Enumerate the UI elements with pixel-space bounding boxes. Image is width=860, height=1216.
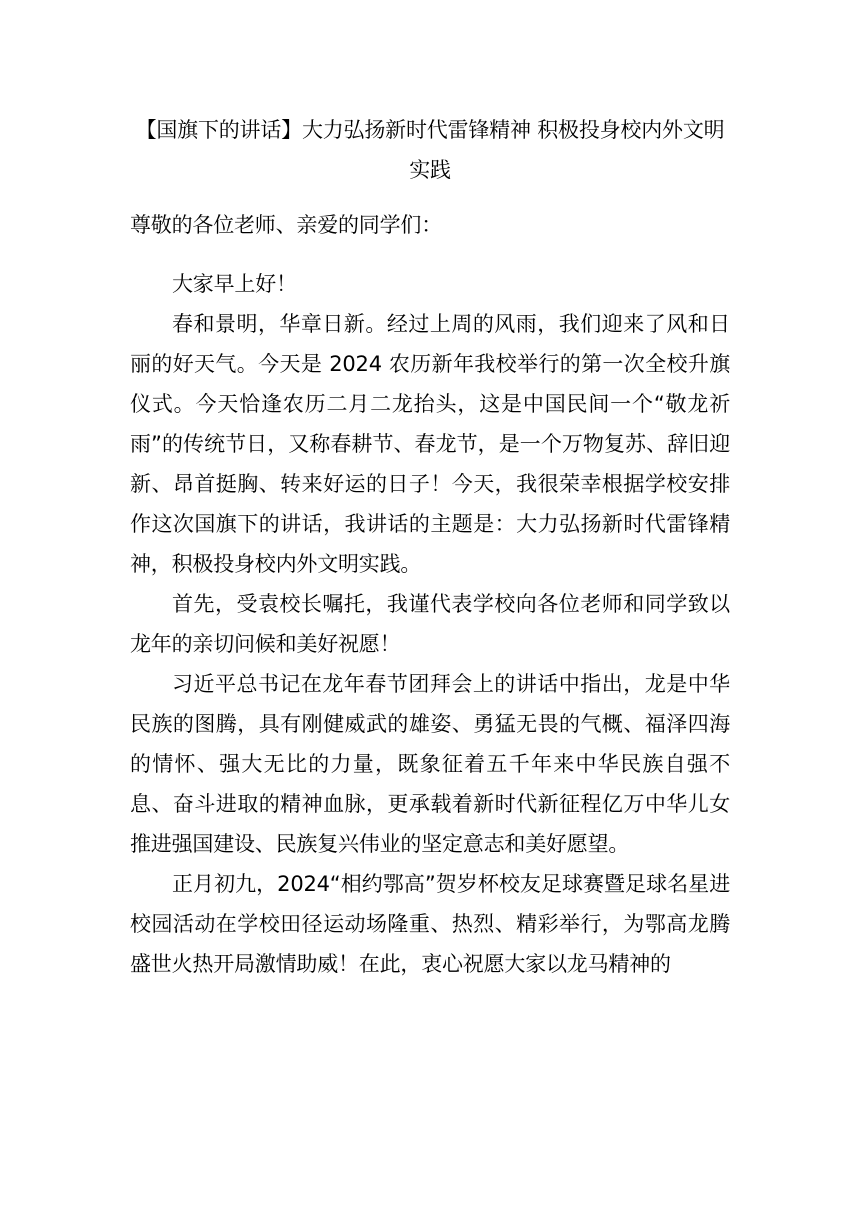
salutation: 尊敬的各位老师、亲爱的同学们： — [130, 213, 442, 237]
paragraph-greetings: 首先，受袁校长嘱托，我谨代表学校向各位老师和同学致以龙年的亲切问候和美好祝愿！ — [130, 592, 730, 656]
document-body — [130, 110, 730, 984]
paragraph-football: 正月初九，2024“相约鄂高”贺岁杯校友足球赛暨足球名星进校园活动在学校田径运动场隆重、热烈、精彩举行，为鄂高龙腾盛世火热开局激情助威！在此，衷心祝愿大家以龙马精神的 — [130, 872, 730, 976]
paragraph-spring: 春和景明，华章日新。经过上周的风雨，我们迎来了风和日丽的好天气。今天是 2024 农历新年我校举行的第一次全校升旗仪式。今天恰逢农历二月二龙抬头，这是中国民间一个“敬龙祈雨”的传统节日，又称春耕节、春龙节，是一个万物复苏、辞旧迎新、昂首挺胸、转来好运的日子！今天，我很荣幸根据学校安排作这次国旗下的讲话，我讲话的主题是：大力弘扬新时代雷锋精神，积极投身校内外文明实践。 — [130, 312, 730, 576]
document-title: 【国旗下的讲话】大力弘扬新时代雷锋精神 积极投身校内外文明实践 — [135, 118, 725, 182]
greeting: 大家早上好！ — [172, 272, 297, 296]
paragraph-dragon: 习近平总书记在龙年春节团拜会上的讲话中指出，龙是中华民族的图腾，具有刚健威武的雄姿、勇猛无畏的气概、福泽四海的情怀、强大无比的力量，既象征着五千年来中华民族自强不息、奋斗进取的精神血脉，更承载着新时代新征程亿万中华儿女推进强国建设、民族复兴伟业的坚定意志和美好愿望。 — [130, 672, 730, 856]
